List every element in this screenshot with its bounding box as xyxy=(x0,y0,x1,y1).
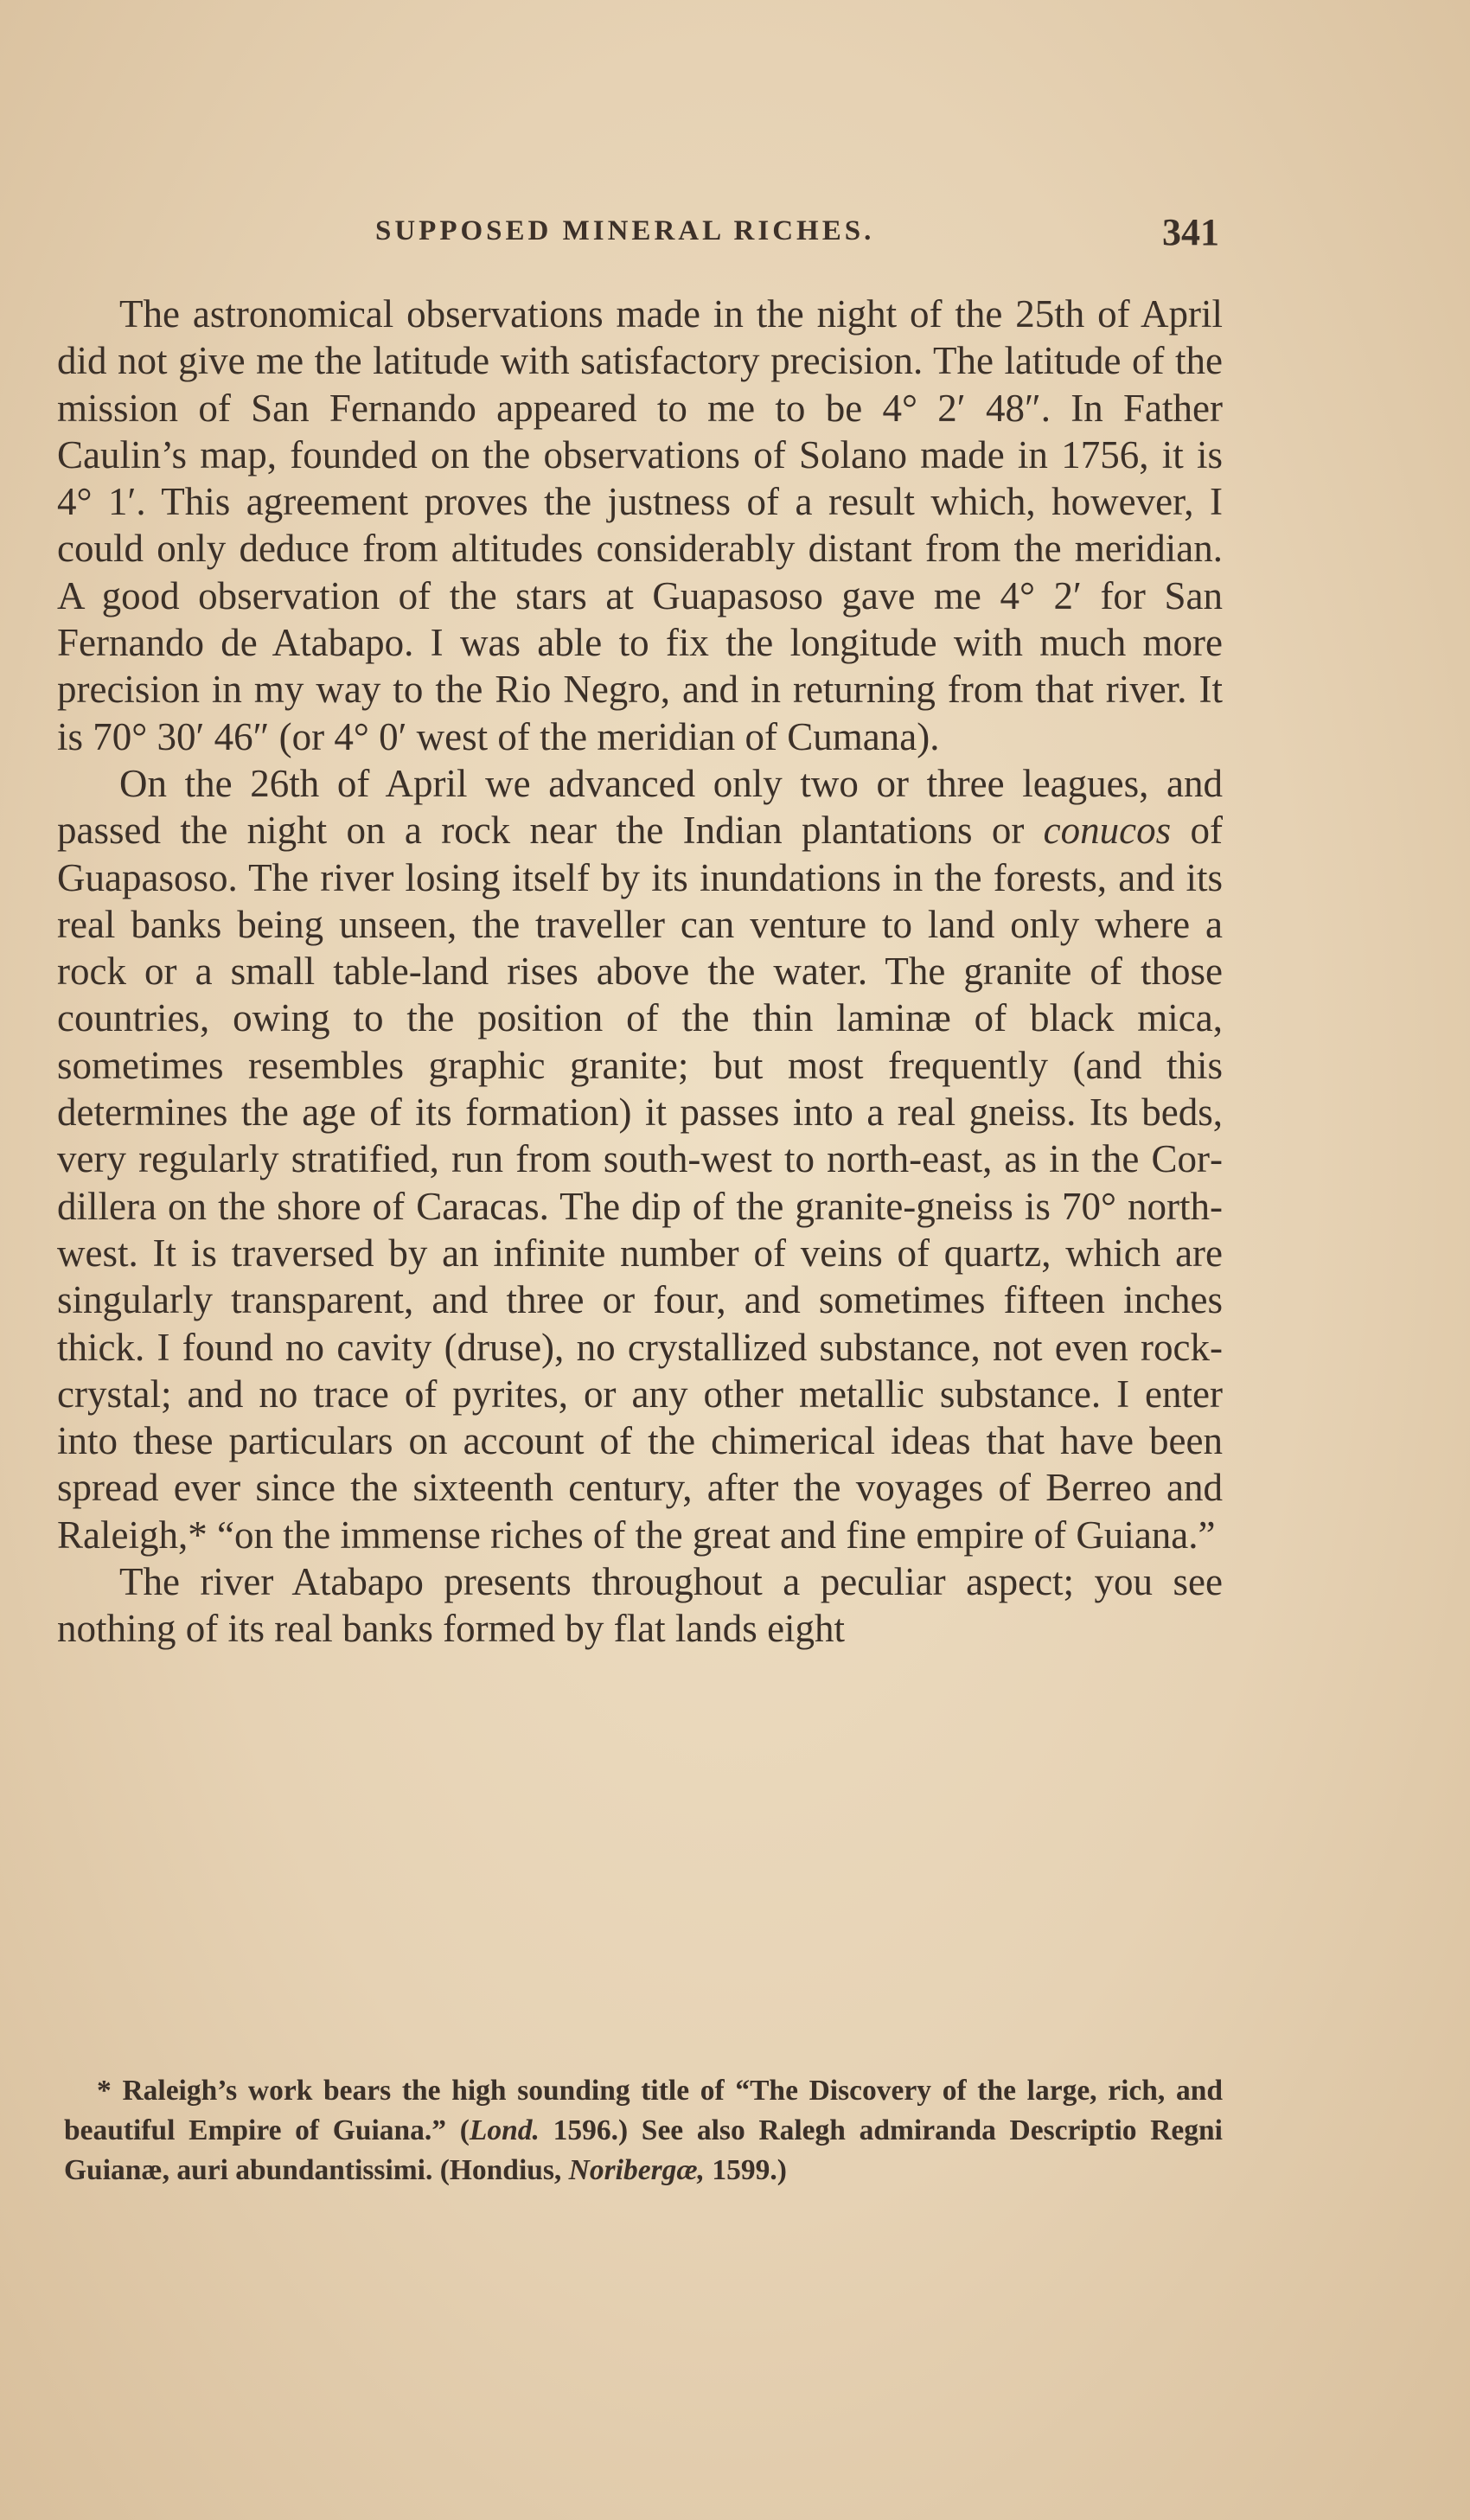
footnote-text-3: 1599.) xyxy=(704,2154,787,2186)
body-text xyxy=(57,291,1223,1653)
page-number: 341 xyxy=(1162,211,1219,253)
footnote-italic-lond: Lond. xyxy=(469,2114,540,2146)
paragraph-astronomical-observations: The astronomical observations made in the night of the 25th of April did not give me the latitude with satisfactory precision. The latitude of the mission of San Fernando appeared to me to be 4° 2′ 48″. In Father Caulin’s map, founded on the observations of Solano made in 1756, it is 4° 1′. This agreement proves the justness of a result which, however, I could only deduce from altitudes considerably distant from the meridian. A good observation of the stars at Guapasoso gave me 4° 2′ for San Fernando de Atabapo. I was able to fix the longitude with much more precision in my way to the Rio Negro, and in returning from that river. It is 70° 30′ 46″ (or 4° 0′ west of the meridian of Cumana). xyxy=(57,292,1223,758)
paragraph-atabapo: The river Atabapo presents throughout a peculiar aspect; you see nothing of its real banks formed by flat lands eight xyxy=(57,1560,1223,1651)
running-title: SUPPOSED MINERAL RICHES. xyxy=(375,215,875,246)
paragraph-text-end: of Guapasoso. The river losing itself by its inundations in the forests, and its real banks being unseen, the traveller can venture to land only where a rock or a small table-land rises above the water. The granite of those countries, owing to the position of the thin laminæ of black mica, sometimes resembles graphic granite; but most frequently (and this determines the age of its formation) it passes into a real gneiss. Its beds, very regularly stratified, run from south-west to north-east, as in the Cordillera on the shore of Caracas. The dip of the granite-gneiss is 70° north-west. It is traversed by an infinite number of veins of quartz, which are singularly transparent, and three or four, and sometimes fifteen inches thick. I found no cavity (druse), no crystallized substance, not even rock-crystal; and no trace of pyrites, or any other metallic substance. I enter into these particulars on account of the chimerical ideas that have been spread ever since the sixteenth century, after the voyages of Berreo and Raleigh,* “on the immense riches of the great and fine empire of Guiana.” xyxy=(57,809,1223,1557)
footnote-italic-noribergae: Noribergæ, xyxy=(568,2154,705,2186)
paragraph-guapasoso xyxy=(57,760,1223,1558)
running-head xyxy=(0,210,1470,262)
footnote-text-2: 1596.) See also Ralegh admiranda Descriptio Regni Guianæ, auri abundantissimi. (Hondius, xyxy=(64,2114,1223,2186)
paragraph-text-start: On the 26th of April we advanced only two or three leagues, and passed the night on a rock near the Indian plantations or xyxy=(57,761,1223,853)
italic-term-conucos: conucos xyxy=(1043,809,1172,853)
footnote-text-1: * Raleigh’s work bears the high sounding title of “The Discovery of the large, rich, and beautiful Empire of Guiana.” ( xyxy=(64,2075,1223,2146)
footnote xyxy=(64,2071,1223,2191)
